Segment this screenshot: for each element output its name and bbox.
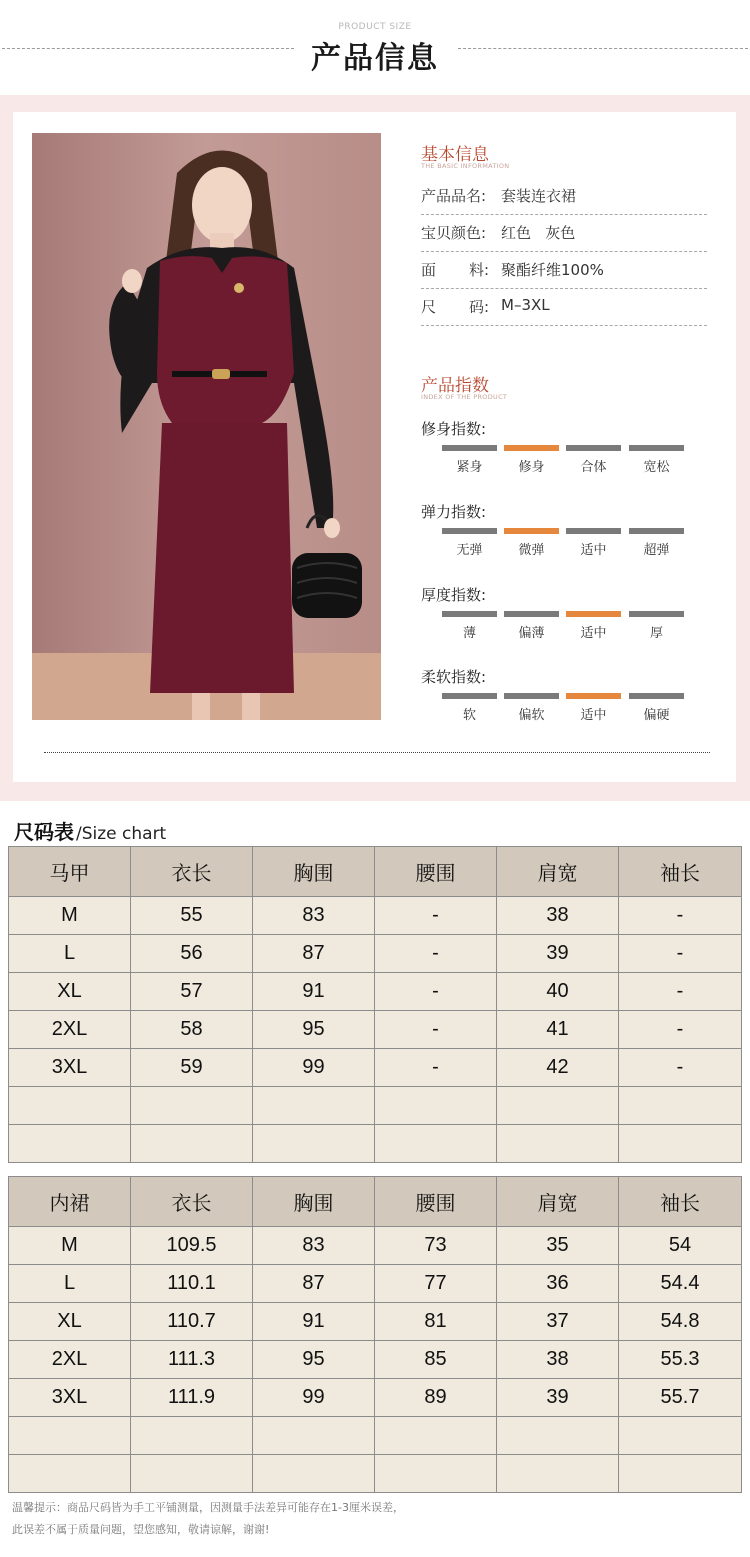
table-cell: 35	[497, 1227, 619, 1265]
table-cell	[619, 1455, 742, 1493]
table-cell: -	[375, 973, 497, 1011]
info-row-color	[421, 222, 707, 252]
product-photo	[32, 133, 381, 720]
table-cell	[9, 1455, 131, 1493]
table-cell	[9, 1087, 131, 1125]
index-option-label: 微弹	[518, 543, 545, 558]
index-segment	[629, 528, 684, 534]
table-cell: 54	[619, 1227, 742, 1265]
table-header-cell: 胸围	[253, 1177, 375, 1227]
info-row-product-name	[421, 185, 707, 215]
table-header-row	[9, 1177, 742, 1227]
table-cell: 37	[497, 1303, 619, 1341]
table-cell: 38	[497, 1341, 619, 1379]
index-option-label: 薄	[462, 626, 476, 641]
note-line-1: 温馨提示：商品尺码皆为手工平铺测量，因测量手法差异可能存在1-3厘米误差，	[12, 1501, 404, 1514]
table-header-cell: 胸围	[253, 847, 375, 897]
table-header-cell: 袖长	[619, 1177, 742, 1227]
table-cell: 87	[253, 935, 375, 973]
table-empty-row	[9, 1125, 742, 1163]
index-option-label: 适中	[580, 543, 607, 558]
table-cell: 55	[131, 897, 253, 935]
table-cell: -	[619, 897, 742, 935]
table-cell: 83	[253, 897, 375, 935]
table-cell: 3XL	[9, 1049, 131, 1087]
info-value: M–3XL	[501, 296, 550, 314]
table-cell: 111.3	[131, 1341, 253, 1379]
index-segment	[629, 445, 684, 451]
table-cell: -	[619, 935, 742, 973]
info-row-material	[421, 259, 707, 289]
table-cell: L	[9, 1265, 131, 1303]
table-row	[9, 1265, 742, 1303]
index-segment	[566, 528, 621, 534]
table-cell: 111.9	[131, 1379, 253, 1417]
table-cell: XL	[9, 973, 131, 1011]
table-cell	[9, 1417, 131, 1455]
info-value: 聚酯纤维100%	[501, 261, 604, 279]
table-cell: 36	[497, 1265, 619, 1303]
index-segment	[504, 611, 559, 617]
table-cell: 81	[375, 1303, 497, 1341]
table-cell: 95	[253, 1011, 375, 1049]
index-option-label: 偏薄	[518, 626, 545, 641]
table-cell: -	[375, 1011, 497, 1049]
index-option-label: 适中	[580, 708, 607, 723]
table-cell	[131, 1125, 253, 1163]
index-segment	[504, 693, 559, 699]
table-cell: 55.3	[619, 1341, 742, 1379]
table-cell	[375, 1455, 497, 1493]
info-key: 宝贝颜色:	[421, 224, 487, 242]
table-cell	[497, 1125, 619, 1163]
table-header-cell: 马甲	[9, 847, 131, 897]
table-header-cell: 腰围	[375, 1177, 497, 1227]
info-value: 红色 灰色	[501, 224, 576, 242]
card-divider	[44, 752, 710, 753]
table-row	[9, 935, 742, 973]
table-cell	[375, 1125, 497, 1163]
table-row	[9, 1379, 742, 1417]
table-cell	[9, 1125, 131, 1163]
table-cell: -	[619, 1049, 742, 1087]
table-cell	[619, 1125, 742, 1163]
table-cell	[131, 1417, 253, 1455]
table-cell	[131, 1455, 253, 1493]
info-key: 尺	[421, 298, 437, 316]
index-segment-selected	[504, 528, 559, 534]
table-cell: -	[619, 1011, 742, 1049]
table-empty-row	[9, 1087, 742, 1125]
index-option-label: 软	[462, 708, 476, 723]
table-cell: 3XL	[9, 1379, 131, 1417]
table-cell: 40	[497, 973, 619, 1011]
table-cell: 110.1	[131, 1265, 253, 1303]
info-key: 料:	[469, 261, 490, 279]
table-header-cell: 肩宽	[497, 1177, 619, 1227]
table-cell: 109.5	[131, 1227, 253, 1265]
table-cell: 85	[375, 1341, 497, 1379]
index-option-label: 超弹	[643, 543, 670, 558]
table-cell: 54.8	[619, 1303, 742, 1341]
table-cell	[619, 1087, 742, 1125]
table-cell: 91	[253, 973, 375, 1011]
index-segment	[629, 611, 684, 617]
table-cell: -	[375, 935, 497, 973]
table-row	[9, 897, 742, 935]
vest-size-table	[8, 846, 742, 1163]
index-group-label: 修身指数:	[421, 420, 487, 438]
index-option-label: 适中	[580, 626, 607, 641]
table-cell: 89	[375, 1379, 497, 1417]
table-empty-row	[9, 1417, 742, 1455]
index-segment	[566, 445, 621, 451]
table-cell: 99	[253, 1379, 375, 1417]
table-row	[9, 1049, 742, 1087]
table-cell: 110.7	[131, 1303, 253, 1341]
table-cell: M	[9, 1227, 131, 1265]
table-cell	[375, 1087, 497, 1125]
info-key: 面	[421, 261, 437, 279]
table-header-cell: 肩宽	[497, 847, 619, 897]
table-header-cell: 袖长	[619, 847, 742, 897]
size-chart-title-cn: 尺码表	[14, 820, 74, 844]
table-cell: 38	[497, 897, 619, 935]
table-cell: 39	[497, 1379, 619, 1417]
table-cell: 55.7	[619, 1379, 742, 1417]
info-row-size	[421, 296, 707, 326]
table-cell: 2XL	[9, 1341, 131, 1379]
table-header-cell: 衣长	[131, 1177, 253, 1227]
table-cell	[375, 1417, 497, 1455]
table-empty-row	[9, 1455, 742, 1493]
table-cell: 83	[253, 1227, 375, 1265]
table-header-cell: 内裙	[9, 1177, 131, 1227]
table-cell: 41	[497, 1011, 619, 1049]
index-group-label: 厚度指数:	[421, 586, 487, 604]
index-option-label: 合体	[580, 460, 607, 475]
index-option-label: 偏硬	[643, 708, 670, 723]
table-cell: 95	[253, 1341, 375, 1379]
table-cell: L	[9, 935, 131, 973]
note-line-2: 此误差不属于质量问题，望您感知，敬请谅解，谢谢!	[12, 1523, 270, 1536]
table-row	[9, 1011, 742, 1049]
table-cell: 39	[497, 935, 619, 973]
table-cell: 73	[375, 1227, 497, 1265]
index-option-label: 修身	[518, 460, 545, 475]
table-cell	[497, 1087, 619, 1125]
table-header-row	[9, 847, 742, 897]
table-cell	[619, 1417, 742, 1455]
table-cell: 87	[253, 1265, 375, 1303]
page-title: 产品信息	[311, 41, 439, 76]
table-header-cell: 腰围	[375, 847, 497, 897]
index-segment-selected	[566, 693, 621, 699]
table-cell: 2XL	[9, 1011, 131, 1049]
index-segment	[442, 611, 497, 617]
index-segment	[442, 445, 497, 451]
info-value: 套装连衣裙	[501, 187, 577, 205]
index-option-label: 厚	[649, 626, 663, 641]
table-row	[9, 1227, 742, 1265]
table-cell: 58	[131, 1011, 253, 1049]
index-option-label: 紧身	[456, 460, 483, 475]
index-group-label: 弹力指数:	[421, 503, 487, 521]
size-chart-title-en: /Size chart	[76, 824, 167, 844]
index-group-label: 柔软指数:	[421, 668, 487, 686]
table-cell	[497, 1455, 619, 1493]
table-cell: 91	[253, 1303, 375, 1341]
table-cell	[253, 1455, 375, 1493]
header-subtitle: PRODUCT SIZE	[338, 22, 412, 32]
table-cell	[253, 1087, 375, 1125]
table-cell: -	[375, 897, 497, 935]
table-cell: -	[619, 973, 742, 1011]
product-index-subtitle: INDEX OF THE PRODUCT	[421, 393, 508, 401]
table-cell	[253, 1125, 375, 1163]
index-option-label: 无弹	[456, 543, 483, 558]
table-cell: M	[9, 897, 131, 935]
table-cell	[131, 1087, 253, 1125]
table-header-cell: 衣长	[131, 847, 253, 897]
index-segment	[442, 528, 497, 534]
info-key: 码:	[469, 298, 490, 316]
dress-size-table	[8, 1176, 742, 1493]
index-segment	[629, 693, 684, 699]
table-row	[9, 1303, 742, 1341]
table-cell	[497, 1417, 619, 1455]
info-key: 产品品名:	[421, 187, 487, 205]
table-cell: -	[375, 1049, 497, 1087]
table-cell: 57	[131, 973, 253, 1011]
basic-info-subtitle: THE BASIC INFORMATION	[421, 162, 510, 170]
table-cell	[253, 1417, 375, 1455]
product-index-title: 产品指数	[421, 376, 489, 396]
size-chart-title	[14, 816, 166, 845]
table-row	[9, 1341, 742, 1379]
table-cell: 77	[375, 1265, 497, 1303]
table-row	[9, 973, 742, 1011]
table-cell: 99	[253, 1049, 375, 1087]
table-cell: 59	[131, 1049, 253, 1087]
table-cell: XL	[9, 1303, 131, 1341]
index-option-label: 偏软	[518, 708, 545, 723]
index-option-label: 宽松	[643, 460, 670, 475]
table-cell: 54.4	[619, 1265, 742, 1303]
table-cell: 56	[131, 935, 253, 973]
index-segment-selected	[504, 445, 559, 451]
table-cell: 42	[497, 1049, 619, 1087]
basic-info-title: 基本信息	[421, 145, 489, 165]
page-header	[0, 0, 750, 95]
index-segment	[442, 693, 497, 699]
index-segment-selected	[566, 611, 621, 617]
